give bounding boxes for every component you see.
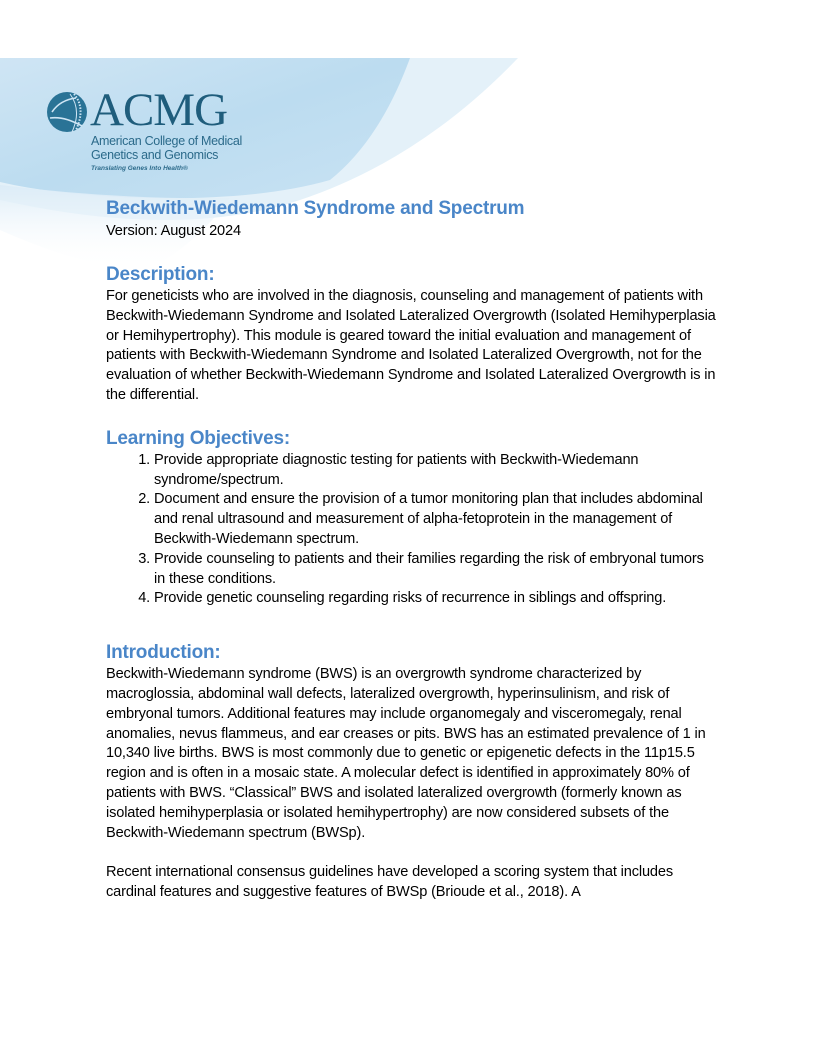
- logo-tagline: Translating Genes Into Health®: [91, 165, 188, 172]
- logo-name-line1: American College of Medical: [91, 134, 243, 148]
- logo-name-line2: Genetics and Genomics: [91, 148, 219, 162]
- list-item: 2. Document and ensure the provision of a tumor monitoring plan that includes abdominal and renal ultrasound and measurement of alpha-fetoprotein in the management of Beckwith-Wiedemann spectrum.: [154, 490, 716, 549]
- introduction-paragraph-2: Recent international consensus guidelines have developed a scoring system that includes cardinal features and suggestive features of BWSp (Brioude et al., 2018). A: [106, 864, 674, 901]
- paragraph-spacer: [106, 843, 716, 863]
- dna-globe-icon: [46, 90, 90, 134]
- list-item: 1. Provide appropriate diagnostic testing for patients with Beckwith-Wiedemann syndrome/spectrum.: [154, 451, 716, 491]
- section-heading-description: Description:: [106, 264, 215, 285]
- document-version: Version: August 2024: [106, 223, 241, 239]
- introduction-paragraph-1: Beckwith-Wiedemann syndrome (BWS) is an overgrowth syndrome characterized by macroglossia, abdominal wall defects, lateralized overgrowth, hyperinsulinism, and risk of embryonal tumors. Additional features may include organomegaly and visceromegaly, renal anomalies, nevus flammeus, and ear creases or pits. BWS has an estimated prevalence of 1 in 10,340 live births. BWS is most commonly due to genetic or epigenetic defects in the 11p15.5 region and is often in a mosaic state. A molecular defect is identified in approximately 80% of patients with BWS. “Classical” BWS and isolated lateralized overgrowth (formerly known as isolated hemihyperplasia or isolated hemihypertrophy) are now considered subsets of the Beckwith-Wiedemann spectrum (BWSp).: [106, 666, 706, 841]
- document-body: [106, 197, 716, 903]
- description-body: For geneticists who are involved in the diagnosis, counseling and management of patients with Beckwith-Wiedemann Syndrome and Isolated Lateralized Overgrowth (Isolated Hemihyperplasia or Hemihypertrophy). This module is geared toward the initial evaluation and management of patients with Beckwith-Wiedemann Syndrome and Isolated Lateralized Overgrowth, not for the evaluation of whether Beckwith-Wiedemann Syndrome and Isolated Lateralized Overgrowth is in the differential.: [106, 288, 716, 403]
- section-introduction: [106, 641, 716, 903]
- list-item: 3. Provide counseling to patients and their families regarding the risk of embryonal tumors in these conditions.: [154, 550, 716, 590]
- learning-objectives-list: [106, 451, 716, 609]
- logo-wordmark: ACMG: [90, 84, 228, 136]
- section-heading-learning-objectives: Learning Objectives:: [106, 427, 290, 449]
- list-item: 4. Provide genetic counseling regarding risks of recurrence in siblings and offspring.: [154, 589, 716, 609]
- section-learning-objectives: [106, 427, 716, 609]
- section-heading-introduction: Introduction:: [106, 642, 221, 664]
- section-description: [106, 263, 716, 406]
- logo-organization-name: [91, 134, 291, 162]
- document-title: Beckwith-Wiedemann Syndrome and Spectrum: [106, 198, 525, 219]
